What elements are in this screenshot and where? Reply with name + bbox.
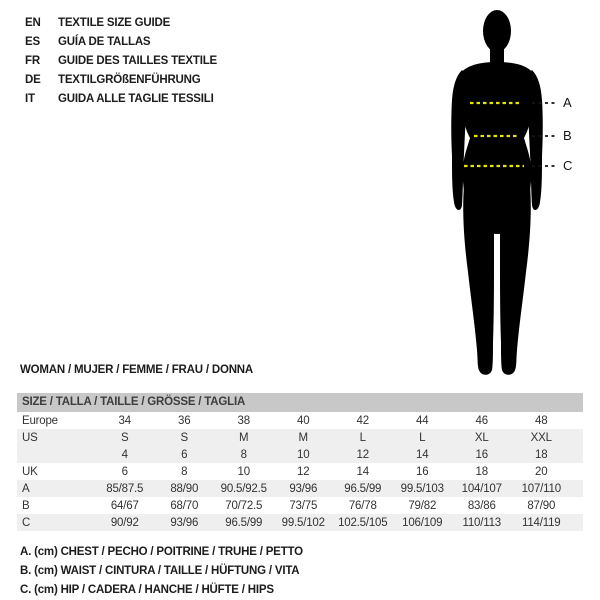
size-cell: 6 <box>121 465 128 478</box>
size-cell: 34 <box>118 414 131 427</box>
table-row-chest-a <box>17 480 583 497</box>
size-cell: M <box>298 431 308 444</box>
lang-label: TEXTILGRÖßENFÜHRUNG <box>58 73 201 86</box>
row-label: C <box>22 516 31 529</box>
spacer-cell <box>571 412 583 429</box>
row-label: UK <box>22 465 38 478</box>
size-cell: 114/119 <box>522 516 561 529</box>
size-cell: 64/67 <box>110 499 139 512</box>
size-cell: 83/86 <box>467 499 496 512</box>
spacer-cell <box>571 514 583 531</box>
measure-label-c: C <box>563 158 573 173</box>
size-cell: 48 <box>535 414 548 427</box>
size-cell: 10 <box>297 448 310 461</box>
size-cell: 38 <box>237 414 250 427</box>
measure-label-a: A <box>563 95 572 110</box>
size-cell: 18 <box>475 465 488 478</box>
row-label <box>17 446 95 463</box>
table-row-europe <box>17 412 583 429</box>
size-cell: 85/87.5 <box>106 482 144 495</box>
size-cell: XXL <box>530 431 552 444</box>
size-cell: 4 <box>121 448 128 461</box>
row-label: US <box>22 431 38 444</box>
lang-label: GUIDE DES TAILLES TEXTILE <box>58 54 217 67</box>
measure-label-b: B <box>563 128 572 143</box>
size-cell: 93/96 <box>289 482 318 495</box>
size-cell: 40 <box>297 414 310 427</box>
size-cell: 73/75 <box>289 499 318 512</box>
size-cell: 46 <box>475 414 488 427</box>
size-cell: 88/90 <box>170 482 199 495</box>
lang-code: IT <box>25 92 35 105</box>
legend-waist: B. (cm) WAIST / CINTURA / TAILLE / HÜFTUNG / VITA <box>20 565 300 577</box>
size-cell: 70/72.5 <box>225 499 263 512</box>
size-cell: 106/109 <box>402 516 443 529</box>
size-cell: 96.5/99 <box>225 516 263 529</box>
lang-code: EN <box>25 16 41 29</box>
lang-row-fr <box>25 51 217 70</box>
size-cell: 90/92 <box>110 516 139 529</box>
lang-row-de <box>25 70 217 89</box>
size-cell: 12 <box>356 448 369 461</box>
lang-label: TEXTILE SIZE GUIDE <box>58 16 171 29</box>
lang-label: GUIDA ALLE TAGLIE TESSILI <box>58 92 214 105</box>
size-cell: 14 <box>356 465 369 478</box>
lang-row-en <box>25 13 217 32</box>
table-row-waist-b <box>17 497 583 514</box>
size-cell: 90.5/92.5 <box>220 482 267 495</box>
size-cell: 99.5/102 <box>281 516 325 529</box>
lang-row-it <box>25 89 217 108</box>
lang-label: GUÍA DE TALLAS <box>58 35 151 48</box>
size-cell: 6 <box>181 448 188 461</box>
legend-hip: C. (cm) HIP / CADERA / HANCHE / HÜFTE / HIPS <box>20 584 274 596</box>
size-cell: XL <box>474 431 489 444</box>
size-cell: 68/70 <box>170 499 199 512</box>
spacer-cell <box>571 446 583 463</box>
size-cell: 87/90 <box>527 499 556 512</box>
size-cell: M <box>239 431 249 444</box>
lang-code: ES <box>25 35 40 48</box>
lang-row-es <box>25 32 217 51</box>
spacer-cell <box>571 429 583 446</box>
size-cell: 16 <box>416 465 429 478</box>
spacer-cell <box>571 497 583 514</box>
size-cell: 12 <box>297 465 310 478</box>
lang-code: DE <box>25 73 41 86</box>
table-row-us-numeric <box>17 446 583 463</box>
size-cell: 8 <box>240 448 247 461</box>
size-table <box>17 393 583 531</box>
size-cell: 79/82 <box>408 499 437 512</box>
spacer-cell <box>571 480 583 497</box>
table-row-us <box>17 429 583 446</box>
woman-silhouette-diagram <box>448 6 588 378</box>
spacer-cell <box>571 463 583 480</box>
size-cell: 42 <box>356 414 369 427</box>
size-cell: 107/110 <box>521 482 561 495</box>
row-label: Europe <box>22 414 58 427</box>
size-cell: 76/78 <box>348 499 377 512</box>
size-cell: 14 <box>416 448 429 461</box>
size-cell: 99.5/103 <box>400 482 444 495</box>
size-cell: 102.5/105 <box>338 516 388 529</box>
size-cell: 104/107 <box>461 482 502 495</box>
size-cell: L <box>359 431 366 444</box>
size-cell: 10 <box>237 465 250 478</box>
woman-silhouette <box>451 10 543 375</box>
legend-chest: A. (cm) CHEST / PECHO / POITRINE / TRUHE / PETTO <box>20 546 303 558</box>
measurement-legend <box>20 543 303 600</box>
size-cell: 36 <box>178 414 191 427</box>
size-cell: 93/96 <box>170 516 199 529</box>
table-row-hip-c <box>17 514 583 531</box>
gender-caption: WOMAN / MUJER / FEMME / FRAU / DONNA <box>20 364 254 376</box>
size-cell: 110/113 <box>462 516 501 529</box>
language-title-block <box>25 13 217 108</box>
size-cell: 44 <box>416 414 429 427</box>
size-cell: S <box>180 431 188 444</box>
size-cell: L <box>419 431 426 444</box>
row-label: A <box>22 482 30 495</box>
size-cell: 18 <box>535 448 548 461</box>
size-cell: S <box>121 431 129 444</box>
size-cell: 16 <box>475 448 488 461</box>
row-label: B <box>22 499 30 512</box>
size-cell: 96.5/99 <box>344 482 382 495</box>
size-cell: 20 <box>535 465 548 478</box>
size-cell: 8 <box>181 465 188 478</box>
table-row-uk <box>17 463 583 480</box>
lang-code: FR <box>25 54 40 67</box>
size-table-header: SIZE / TALLA / TAILLE / GRÖSSE / TAGLIA <box>17 393 583 412</box>
